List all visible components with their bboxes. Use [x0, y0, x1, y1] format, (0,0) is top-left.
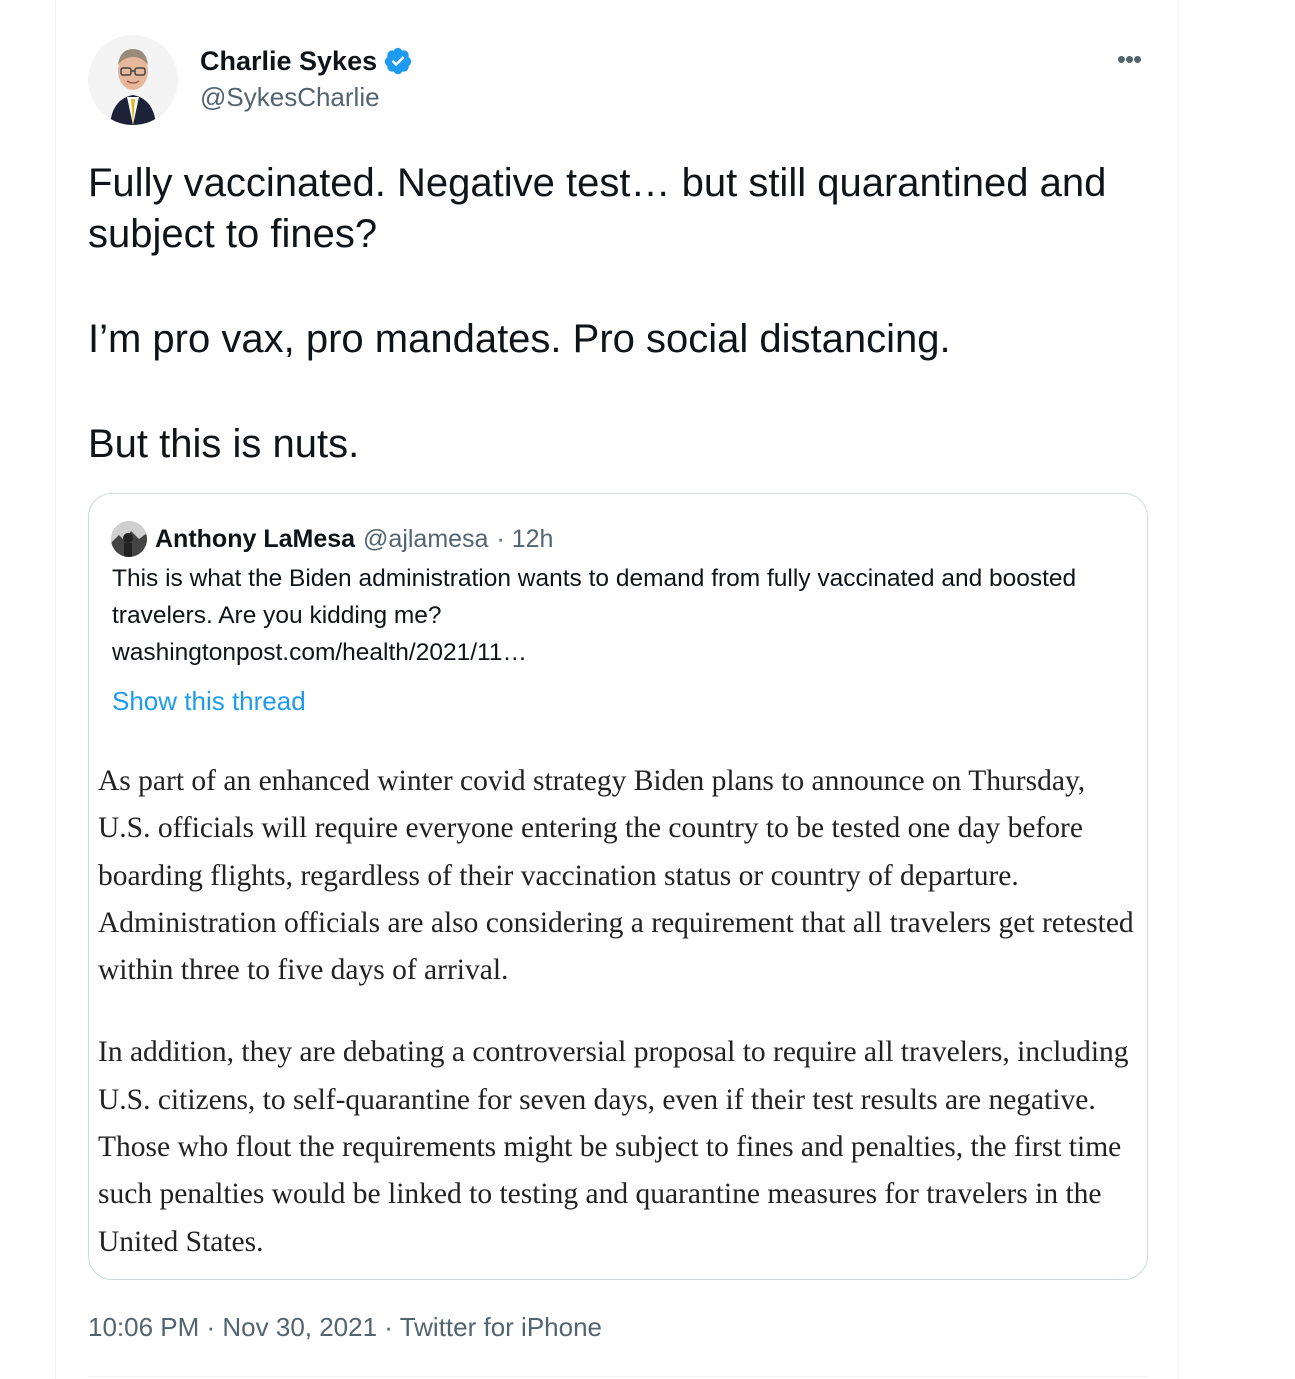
author-name[interactable]: Charlie Sykes — [200, 45, 378, 76]
article-paragraph-1: As part of an enhanced winter covid strategy Biden plans to announce on Thursday, U.S. officials will require everyone entering the country to be tested one day before boarding flights, regardless of their vaccination status or country of departure. Administration officials are also considering a requirement that all travelers get retested within three to five days of arrival. — [98, 765, 1134, 987]
quoted-article-screenshot — [98, 758, 1138, 1266]
author-name-row — [200, 44, 413, 78]
quoted-tweet-header — [111, 522, 553, 556]
tweet-text-paragraph-1: Fully vaccinated. Negative test… but still quarantined and subject to fines? — [88, 161, 1107, 256]
more-options-icon[interactable]: ••• — [1116, 44, 1142, 74]
column-border-right — [1178, 0, 1179, 1379]
quoted-tweet-age: · 12h — [496, 524, 554, 553]
author-avatar-image — [88, 35, 178, 125]
quoted-author-avatar[interactable] — [111, 521, 147, 557]
quoted-tweet[interactable] — [88, 493, 1148, 1280]
quoted-author-name[interactable]: Anthony LaMesa — [155, 524, 356, 553]
tweet — [56, 0, 1178, 1379]
article-paragraph-2: In addition, they are debating a controversial proposal to require all travelers, including U.S. citizens, to self-quarantine for seven days, even if their test results are negative. Those who flout the requirements might be subject to fines and penalties, the first time such penalties would be linked to testing and quarantine measures for travelers in the United States. — [98, 1036, 1129, 1258]
author-handle[interactable]: @SykesCharlie — [200, 82, 380, 112]
quoted-tweet-text: This is what the Biden administration wants to demand from fully vaccinated and boosted travelers. Are you kidding me? — [112, 565, 1077, 629]
verified-badge-icon — [383, 46, 413, 76]
tweet-timestamp[interactable]: 10:06 PM · Nov 30, 2021 · Twitter for iPhone — [88, 1312, 603, 1342]
author-avatar[interactable] — [88, 35, 178, 125]
quoted-author-handle[interactable]: @ajlamesa — [363, 524, 489, 553]
tweet-text-paragraph-2: I’m pro vax, pro mandates. Pro social distancing. — [88, 317, 951, 361]
divider — [88, 1376, 1148, 1377]
show-thread-link[interactable]: Show this thread — [112, 686, 306, 716]
tweet-text-paragraph-3: But this is nuts. — [88, 422, 360, 466]
quoted-tweet-link[interactable]: washingtonpost.com/health/2021/11… — [112, 639, 527, 666]
